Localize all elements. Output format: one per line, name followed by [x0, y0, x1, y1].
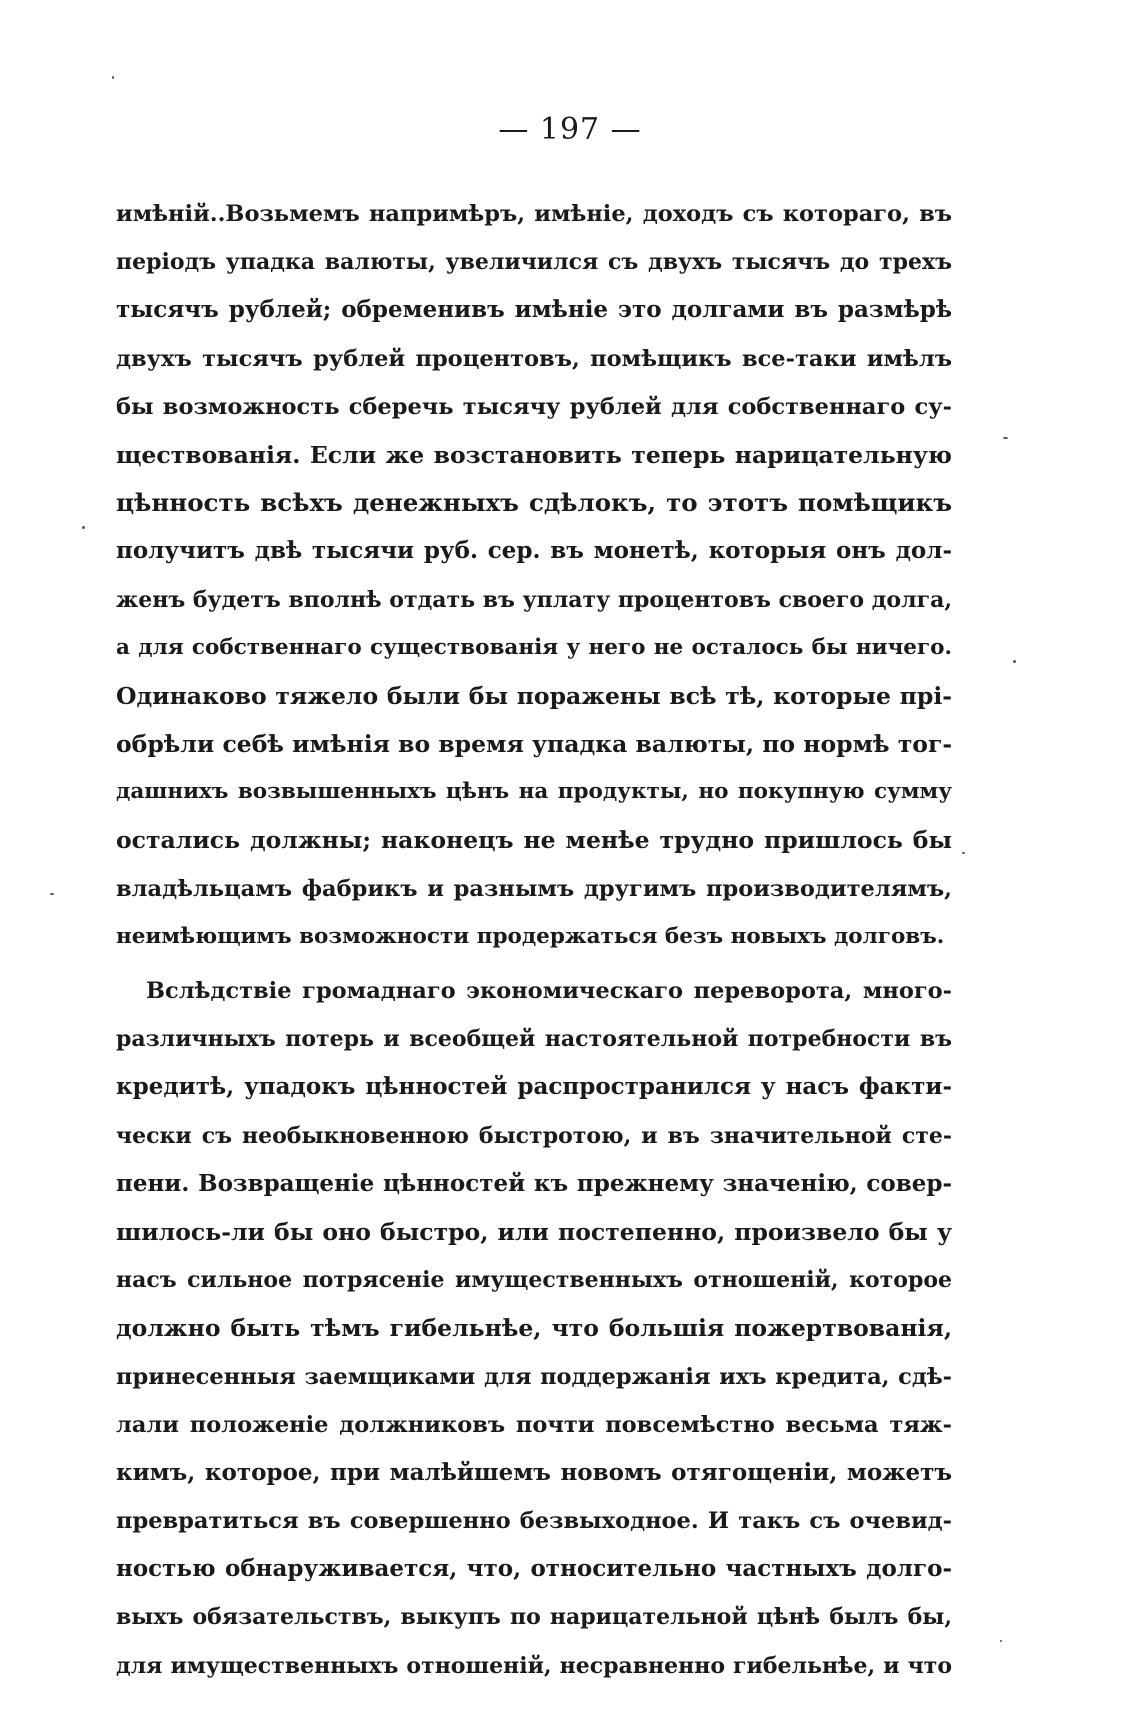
text-line: лали положеніе должниковъ почти повсемѣстно весьма тяж-	[116, 1411, 952, 1438]
text-line: бы возможность сберечь тысячу рублей для собственнаго су-	[116, 393, 952, 420]
scan-speck	[112, 76, 114, 79]
text-line: остались должны; наконецъ не менѣе трудно пришлось бы	[116, 826, 952, 855]
scan-speck	[1013, 660, 1016, 663]
text-line: періодъ упадка валюты, увеличился съ двухъ тысячъ до трехъ	[116, 249, 952, 276]
paragraph-1	[116, 190, 952, 961]
text-line: обрѣли себѣ имѣнія во время упадка валюты, по нормѣ тог-	[116, 730, 952, 759]
text-line: Вслѣдствіе громаднаго экономическаго переворота, много-	[146, 978, 952, 1004]
text-line: ществованія. Если же возстановить теперь нарицательную	[116, 440, 952, 469]
text-line: имѣній..Возьмемъ напримѣръ, имѣніе, доходъ съ котораго, въ	[116, 201, 952, 227]
text-line: кимъ, которое, при малѣйшемъ новомъ отягощеніи, можетъ	[116, 1458, 952, 1486]
scan-speck	[50, 893, 54, 895]
text-line: ностью обнаруживается, что, относительно частныхъ долго-	[116, 1555, 952, 1583]
text-line: дашнихъ возвышенныхъ цѣнъ на продукты, но покупную сумму	[116, 779, 952, 805]
page-number: — 197 —	[498, 112, 642, 147]
text-line: выхъ обязательствъ, выкупъ по нарицательной цѣнѣ былъ бы,	[116, 1604, 952, 1631]
scan-speck	[82, 526, 85, 529]
scan-speck	[962, 852, 965, 854]
text-line: должно быть тѣмъ гибельнѣе, что большія пожертвованія,	[116, 1314, 952, 1343]
text-line: кредитѣ, упадокъ цѣнностей распространился у насъ факти-	[116, 1073, 952, 1101]
scan-speck	[1003, 437, 1008, 439]
text-line: шилось-ли бы оно быстро, или постепенно, произвело бы у	[116, 1217, 952, 1246]
scan-speck	[1000, 1640, 1002, 1642]
text-line: для имущественныхъ отношеній, несравненно гибельнѣе, и что	[116, 1652, 952, 1679]
text-line: насъ сильное потрясеніе имущественныхъ отношеній, которое	[116, 1267, 952, 1294]
text-line: владѣльцамъ фабрикъ и разнымъ другимъ производителямъ,	[116, 875, 952, 902]
text-line: чески съ необыкновенною быстротою, и въ значительной сте-	[116, 1122, 952, 1149]
text-line: получитъ двѣ тысячи руб. сер. въ монетѣ, которыя онъ дол-	[116, 537, 952, 565]
text-line: принесенныя заемщиками для поддержанія ихъ кредита, сдѣ-	[116, 1363, 952, 1390]
text-line: тысячъ рублей; обременивъ имѣніе это долгами въ размѣрѣ	[116, 296, 952, 324]
text-line: двухъ тысячъ рублей процентовъ, помѣщикъ все-таки имѣлъ	[116, 345, 952, 372]
text-line: неимѣющимъ возможности продержаться безъ новыхъ долговъ.	[116, 923, 945, 949]
text-line: Одинаково тяжело были бы поражены всѣ тѣ, которые прі-	[116, 681, 952, 710]
text-line: пени. Возвращеніе цѣнностей къ прежнему значенію, совер-	[116, 1169, 952, 1197]
text-line: женъ будетъ вполнѣ отдать въ уплату процентовъ своего долга,	[116, 586, 952, 613]
text-line: а для собственнаго существованія у него не осталось бы ничего.	[116, 634, 952, 660]
paragraph-2	[116, 967, 952, 1690]
text-line: превратиться въ совершенно безвыходное. И такъ съ очевид-	[116, 1508, 952, 1535]
text-line: цѣнность всѣхъ денежныхъ сдѣлокъ, то этотъ помѣщикъ	[116, 488, 952, 518]
text-line: различныхъ потерь и всеобщей настоятельной потребности въ	[116, 1026, 952, 1053]
body-text	[116, 190, 952, 1690]
